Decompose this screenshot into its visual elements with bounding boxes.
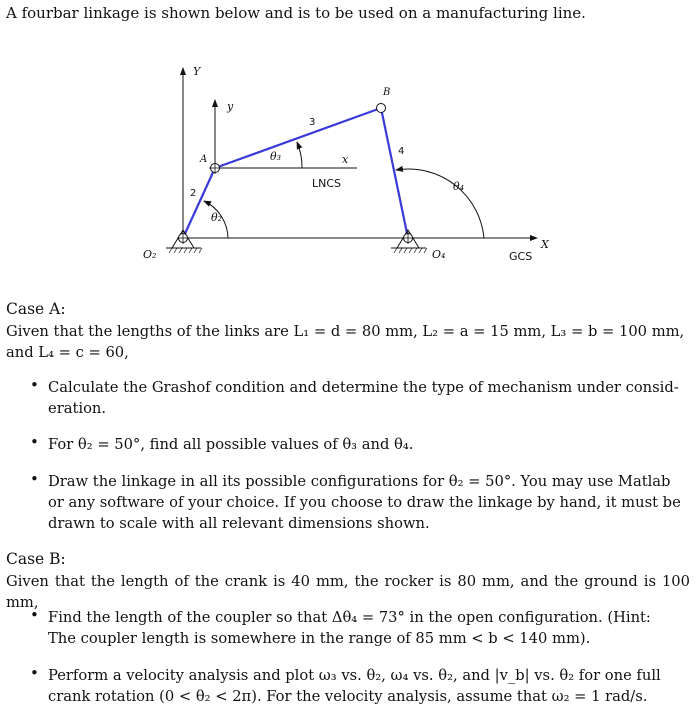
gcs-label: GCS xyxy=(509,250,533,263)
link-3-label: 3 xyxy=(309,117,316,128)
local-y-axis-label: y xyxy=(227,100,234,113)
theta3-label: θ₃ xyxy=(270,150,282,163)
joint-a-label: A xyxy=(200,154,208,165)
ground-pivot-o4 xyxy=(391,230,427,253)
case-a-bullet-3-line-2: or any software of your choice. If you choose to draw the linkage by hand, it must be xyxy=(48,494,681,511)
case-a-bullet-1-line-2: eration. xyxy=(48,400,107,417)
case-b-given: Given that the length of the crank is 40 mm, the rocker is 80 mm, and the ground is 100 mm, xyxy=(6,573,690,611)
theta4-label: θ₄ xyxy=(453,180,465,193)
link-2-crank xyxy=(183,168,215,238)
local-x-axis-label: x xyxy=(342,153,349,166)
case-a-bullet-3-line-1: Draw the linkage in all its possible configurations for θ₂ = 50°. You may use Matlab xyxy=(48,473,671,490)
case-a-bullet-1-line-1: Calculate the Grashof condition and determine the type of mechanism under consid- xyxy=(48,379,679,396)
theta4-arc xyxy=(396,169,484,238)
case-b-title: Case B: xyxy=(6,550,66,568)
case-a-given-line-1: Given that the lengths of the links are L₁ = d = 80 mm, L₂ = a = 15 mm, L₃ = b = 100 mm, xyxy=(6,323,685,340)
bullet-icon: • xyxy=(30,433,39,451)
joint-b-label: B xyxy=(383,87,391,98)
bullet-icon: • xyxy=(30,664,39,682)
case-b-bullet-1-line-2: The coupler length is somewhere in the range of 85 mm < b < 140 mm). xyxy=(48,630,591,647)
global-y-axis-label: Y xyxy=(193,65,201,78)
joint-b xyxy=(377,104,386,113)
theta3-arc xyxy=(297,142,302,168)
joint-a xyxy=(209,162,221,174)
case-b-bullet-2-line-2: crank rotation (0 < θ₂ < 2π). For the velocity analysis, assume that ω₂ = 1 rad/s. xyxy=(48,688,648,705)
o4-label: O₄ xyxy=(432,248,446,261)
link-4-label: 4 xyxy=(398,146,405,157)
case-a-given-line-2: and L₄ = c = 60, xyxy=(6,344,129,361)
bullet-icon: • xyxy=(30,376,39,394)
lncs-label: LNCS xyxy=(312,177,342,190)
bullet-icon: • xyxy=(30,470,39,488)
link-4-rocker xyxy=(381,108,408,238)
case-b-bullet-2-line-1: Perform a velocity analysis and plot ω₃ vs. θ₂, ω₄ vs. θ₂, and |v_b| vs. θ₂ for one full xyxy=(48,667,661,684)
global-x-axis-label: X xyxy=(541,238,549,251)
fourbar-linkage-figure xyxy=(0,55,696,270)
case-a-bullet-2-line-1: For θ₂ = 50°, find all possible values of θ₃ and θ₄. xyxy=(48,436,414,453)
case-a-title: Case A: xyxy=(6,300,66,318)
case-a-bullet-3-line-3: drawn to scale with all relevant dimensions shown. xyxy=(48,515,430,532)
link-3-coupler xyxy=(215,108,381,168)
ground-pivot-o2 xyxy=(166,230,202,253)
link-2-label: 2 xyxy=(190,188,197,199)
case-b-bullet-1-line-1: Find the length of the coupler so that Δθ₄ = 73° in the open configuration. (Hint: xyxy=(48,609,651,626)
bullet-icon: • xyxy=(30,606,39,624)
o2-label: O₂ xyxy=(143,248,157,261)
theta2-label: θ₂ xyxy=(211,211,223,224)
intro-text: A fourbar linkage is shown below and is to be used on a manufacturing line. xyxy=(6,4,586,22)
